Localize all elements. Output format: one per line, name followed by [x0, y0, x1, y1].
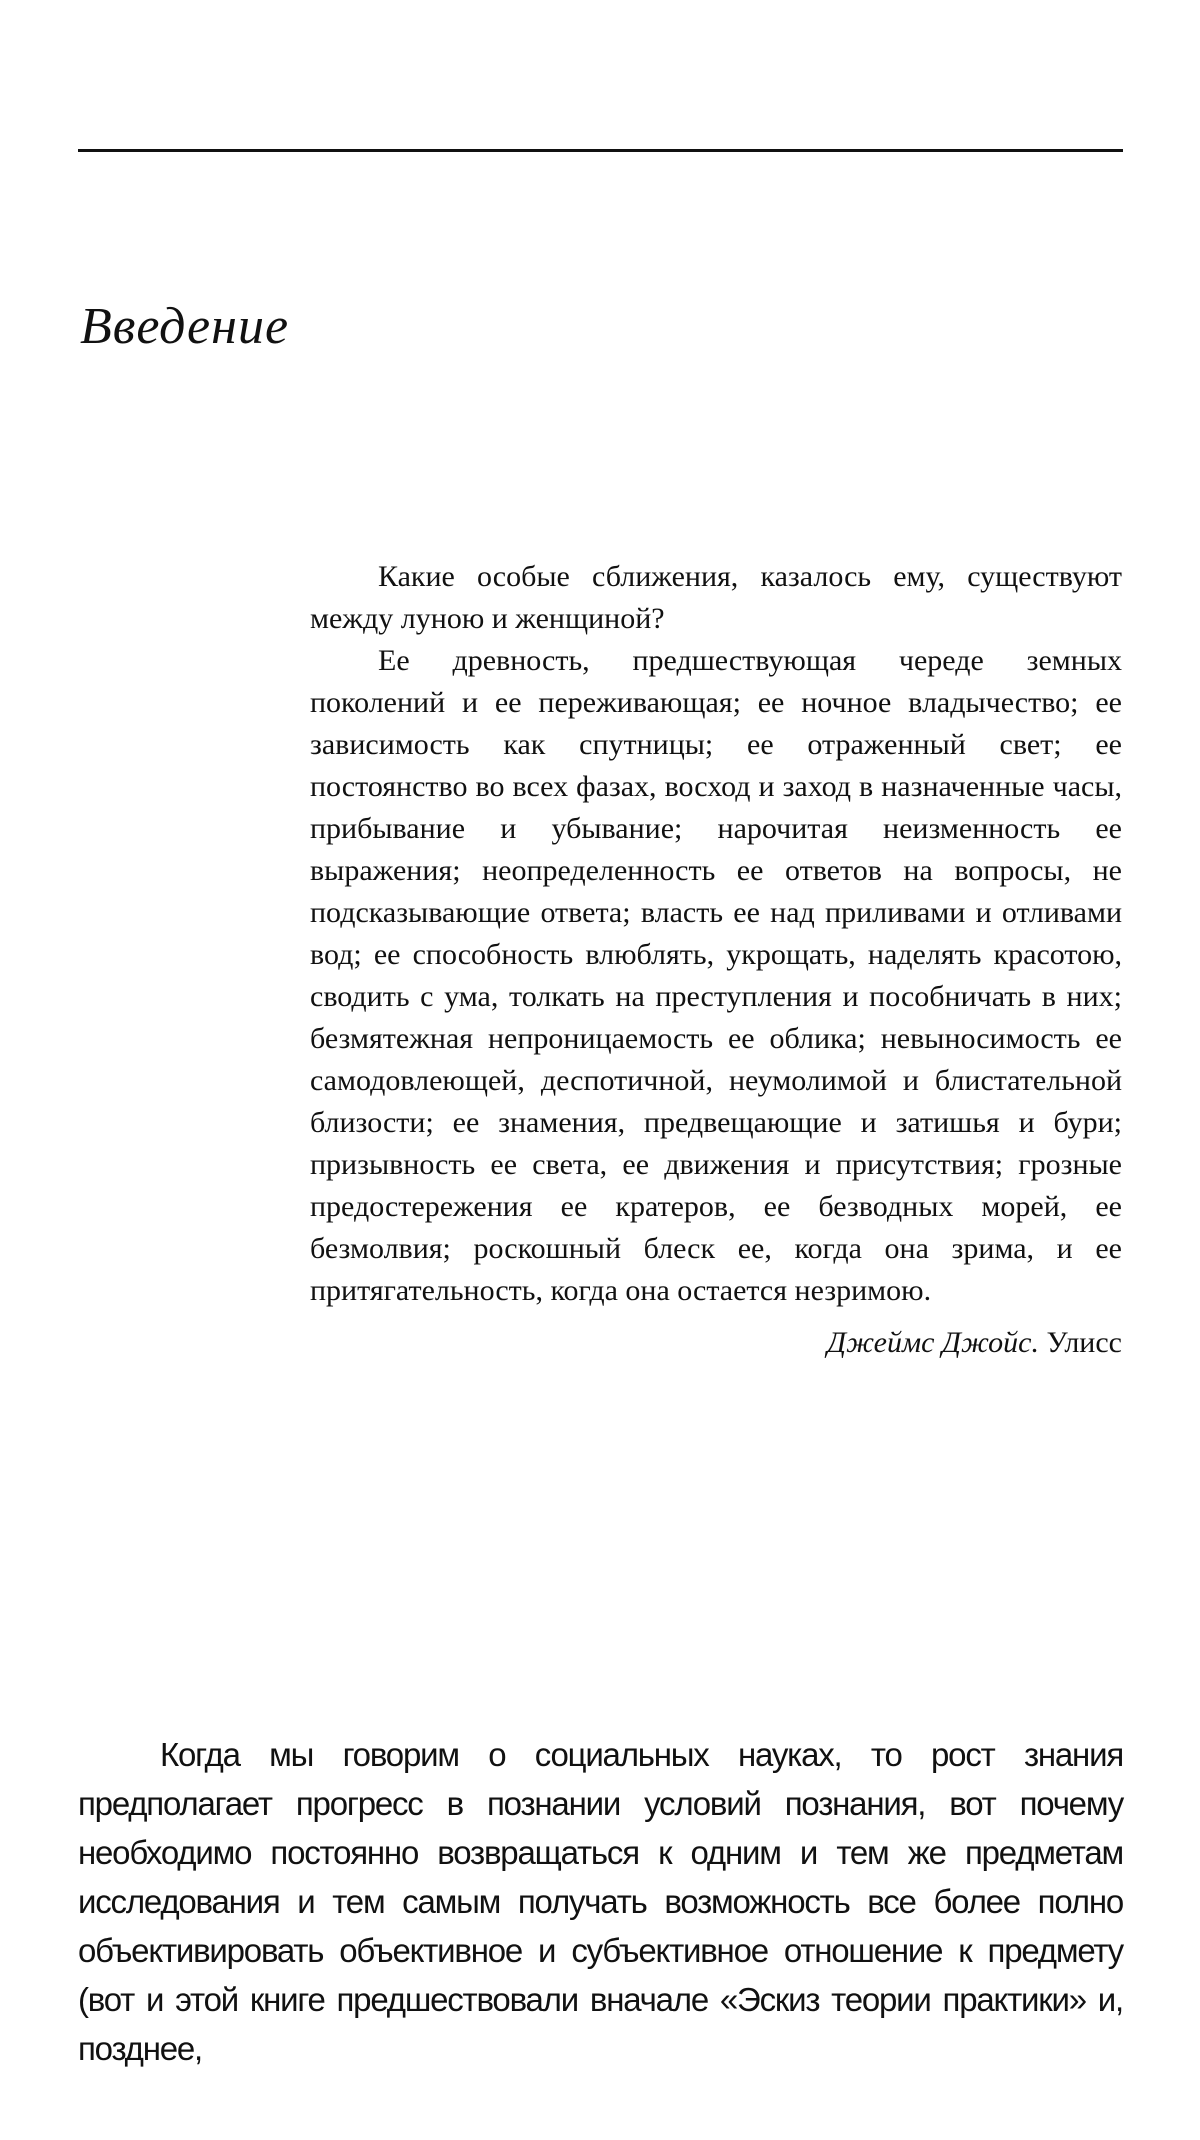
epigraph-paragraph-1: Какие особые сближения, казалось ему, существуют между луною и женщиной?: [310, 560, 1122, 635]
epigraph-work: Улисс: [1046, 1326, 1122, 1359]
chapter-title: Введение: [80, 298, 290, 355]
epigraph-attribution: [310, 1322, 1122, 1364]
top-rule: [78, 149, 1123, 152]
epigraph-paragraph-2: Ее древность, предшествующая череде земных поколений и ее переживающая; ее ночное владычество; ее зависимость как спутницы; ее отраженный свет; ее постоянство во всех фазах, восход и заход в назначенные часы, прибывание и убывание; нарочитая неизменность ее выражения; неопределенность ее ответов на вопросы, не подсказывающие ответа; власть ее над приливами и отливами вод; ее способность влюблять, укрощать, наделять красотою, сводить с ума, толкать на преступления и пособничать в них; безмятежная непроницаемость ее облика; невыносимость ее самодовлеющей, деспотичной, неумолимой и блистательной близости; ее знамения, предвещающие и затишья и бури; призывность ее света, ее движения и присутствия; грозные предостережения ее кратеров, ее безводных морей, ее безмолвия; роскошный блеск ее, когда она зрима, и ее притягательность, когда она остается незримою.: [310, 644, 1122, 1307]
epigraph-author: Джеймс Джойс.: [827, 1326, 1039, 1359]
epigraph: [310, 556, 1122, 1364]
body-paragraph: Когда мы говорим о социальных науках, то рост знания предполагает прогресс в познании условий познания, вот почему необходимо постоянно возвращаться к одним и тем же предметам исследования и тем самым получать возможность все более полно объективировать объективное и субъективное отношение к предмету (вот и этой книге предшествовали вначале «Эскиз теории практики» и, позднее,: [78, 1736, 1123, 2067]
